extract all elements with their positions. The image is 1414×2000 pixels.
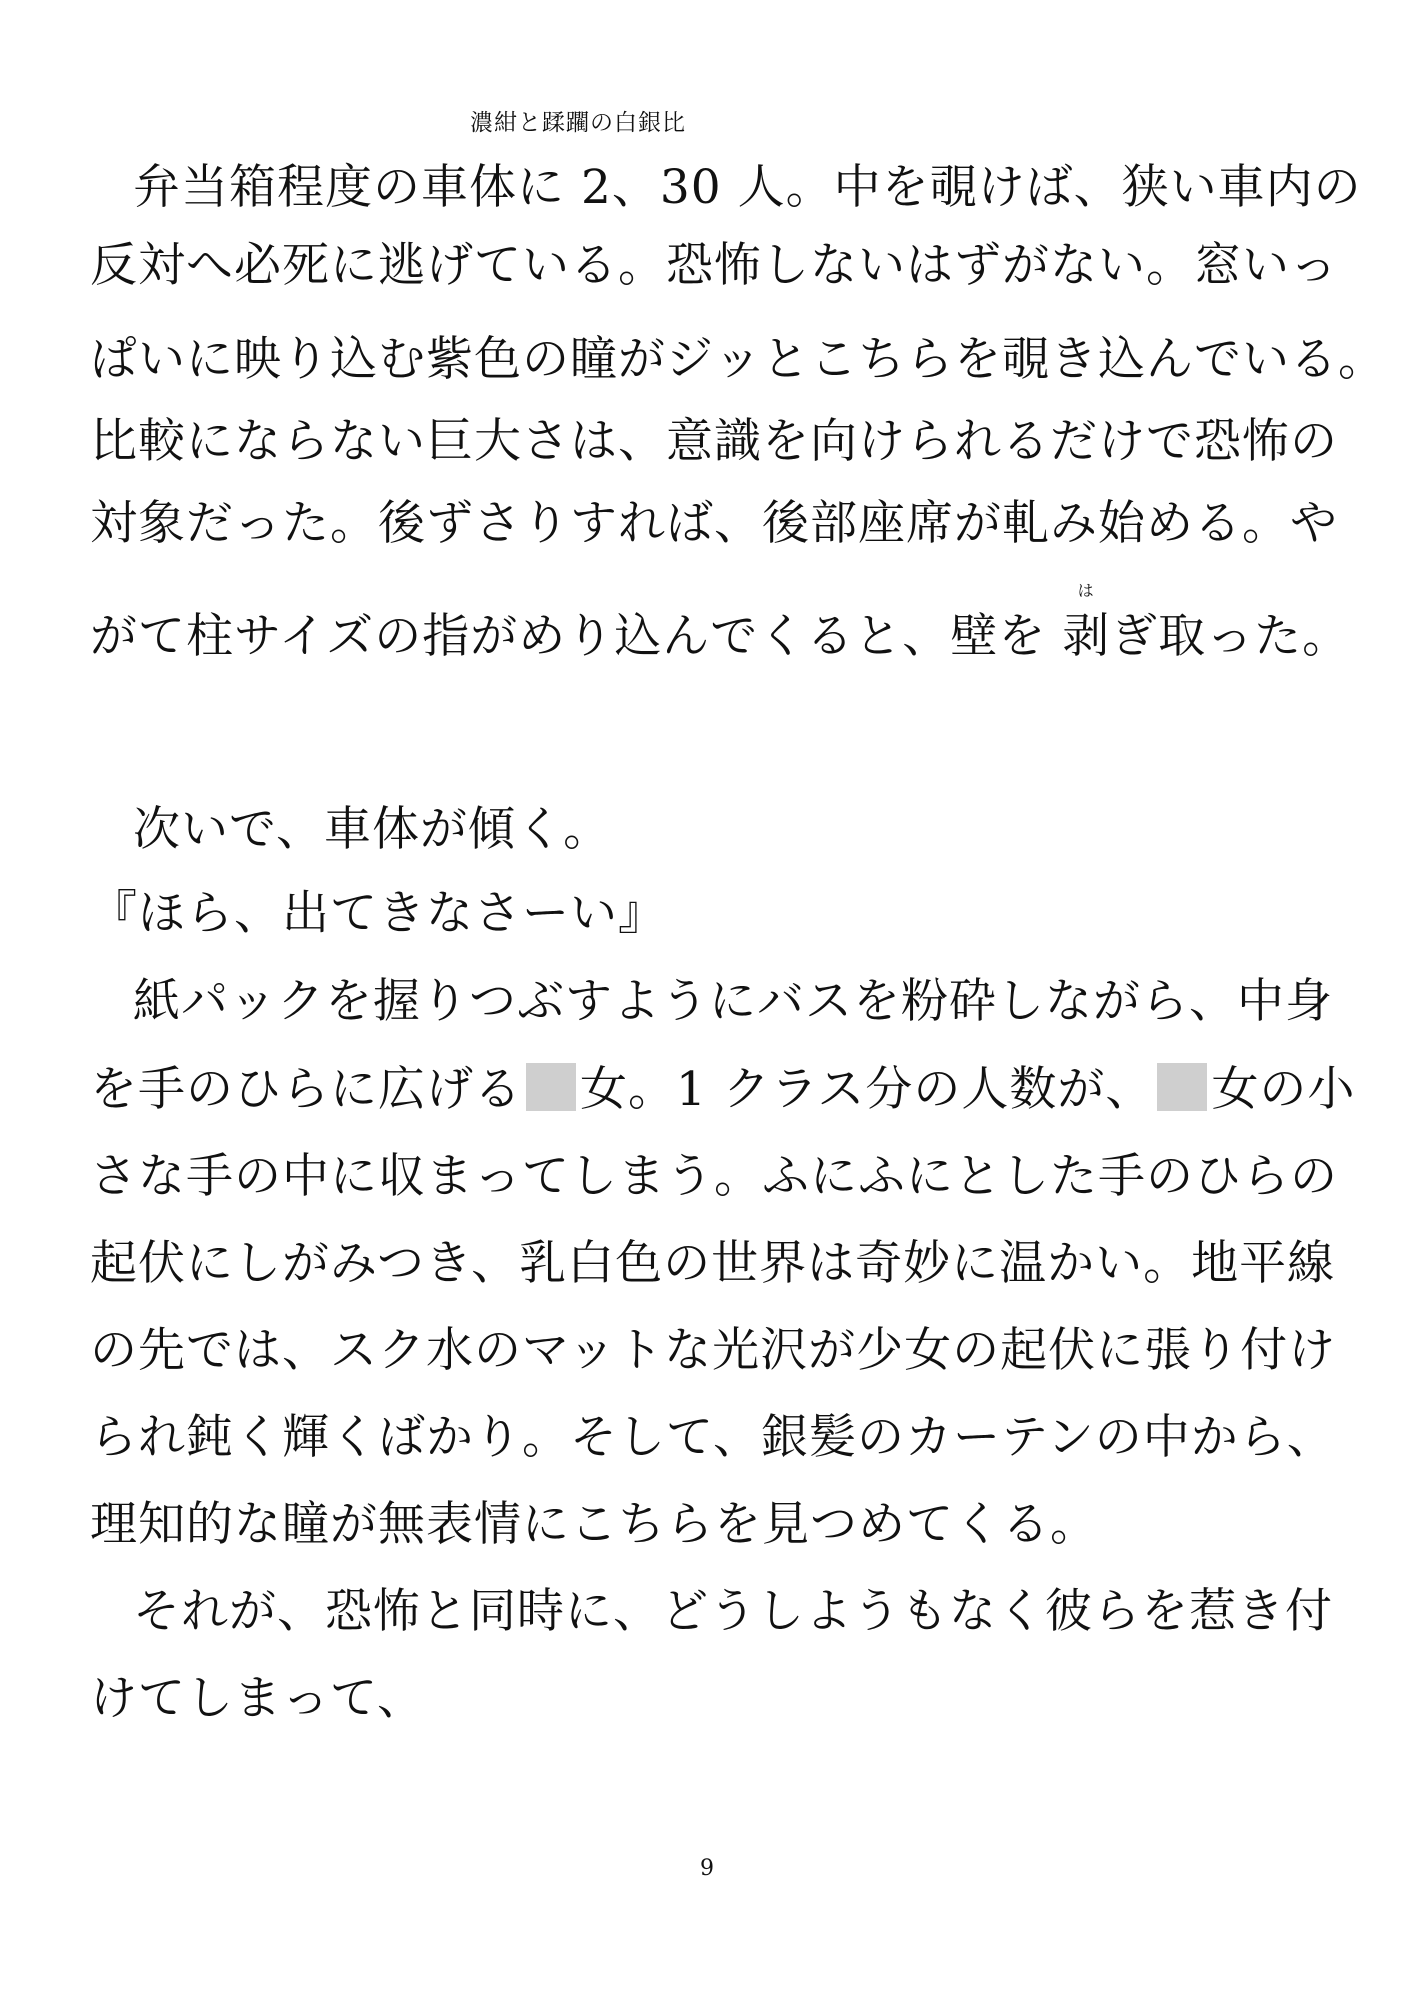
- text-line: ぱいに映り込む紫色の瞳がジッとこちらを覗き込んでいる。: [90, 332, 1386, 387]
- text-line: 対象だった。後ずさりすれば、後部座席が軋み始める。や: [90, 496, 1338, 551]
- page-number: 9: [700, 1856, 714, 1881]
- running-header: 濃紺と蹂躙の白銀比: [470, 110, 686, 136]
- text-line: それが、恐怖と同時に、どうしようもなく彼らを惹き付: [133, 1584, 1333, 1639]
- text-fragment: がて柱サイズの指がめり込んでくると、壁を: [90, 609, 1063, 664]
- text-line: 理知的な瞳が無表情にこちらを見つめてくる。: [90, 1497, 1098, 1552]
- text-line: 比較にならない巨大さは、意識を向けられるだけで恐怖の: [90, 414, 1338, 469]
- redaction-box: [526, 1063, 576, 1111]
- text-fragment: 女の小: [1211, 1062, 1356, 1117]
- text-line: 次いで、車体が傾く。: [133, 802, 612, 857]
- text-fragment: 女。1 クラス分の人数が、: [580, 1062, 1154, 1117]
- text-line: さな手の中に収まってしまう。ふにふにとした手のひらの: [90, 1149, 1338, 1204]
- text-line: 弁当箱程度の車体に 2、30 人。中を覗けば、狭い車内の: [133, 160, 1362, 215]
- text-line: られ鈍く輝くばかり。そして、銀髪のカーテンの中から、: [90, 1410, 1335, 1465]
- text-fragment: を手のひらに広げる: [90, 1062, 522, 1117]
- text-line: の先では、スク水のマットな光沢が少女の起伏に張り付け: [90, 1323, 1337, 1378]
- text-line: 紙パックを握りつぶすようにバスを粉砕しながら、中身: [133, 974, 1333, 1029]
- redaction-box: [1157, 1063, 1207, 1111]
- text-line: けてしまって、: [90, 1671, 426, 1726]
- ruby-base: 剥: [1062, 609, 1111, 664]
- ruby-annotation: は: [1077, 581, 1095, 600]
- text-fragment: ぎ取った。: [1110, 609, 1351, 664]
- text-line: 反対へ必死に逃げている。恐怖しないはずがない。窓いっ: [90, 238, 1338, 293]
- ruby-word: [1062, 581, 1111, 667]
- text-line: 『ほら、出てきなさーい』: [90, 886, 666, 941]
- text-line: 起伏にしがみつき、乳白色の世界は奇妙に温かい。地平線: [90, 1236, 1336, 1291]
- text-line: [90, 581, 1351, 667]
- text-line: [90, 1060, 1355, 1120]
